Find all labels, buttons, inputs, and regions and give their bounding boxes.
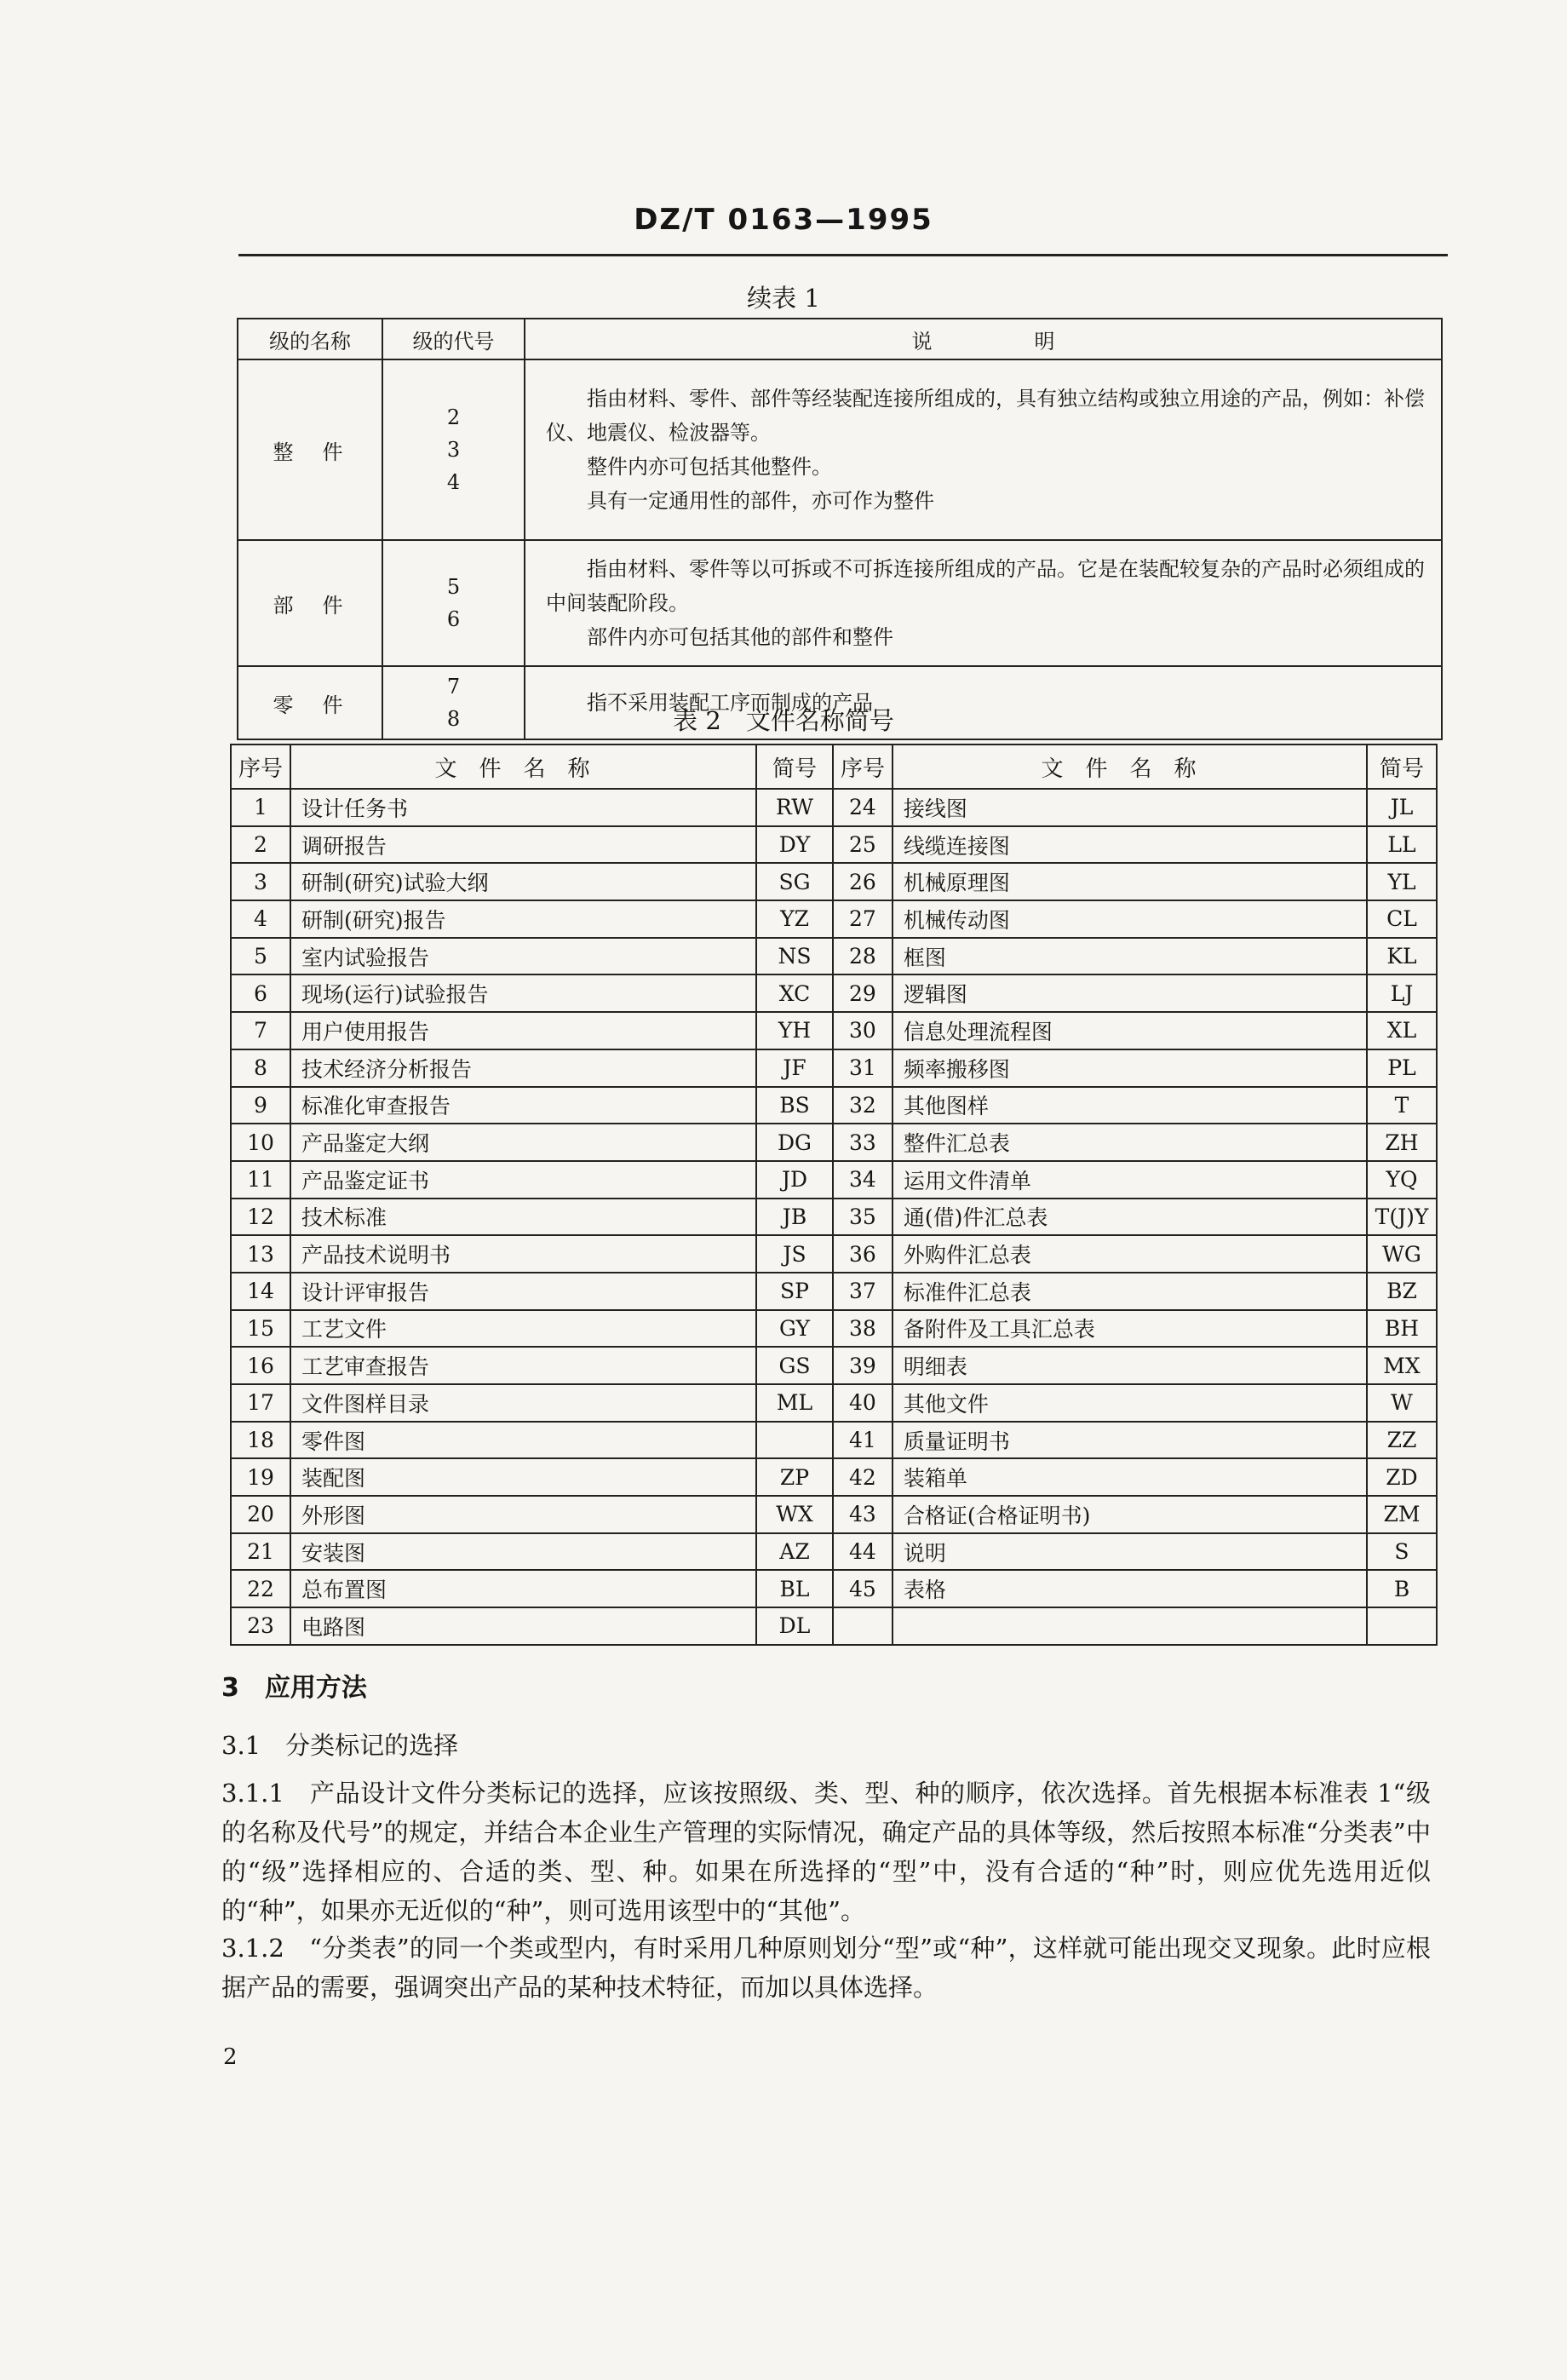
- doc-name: 说明: [893, 1533, 1367, 1571]
- doc-abbreviation: [1367, 1607, 1437, 1645]
- doc-abbreviation: SP: [756, 1273, 833, 1310]
- table-row: [231, 1533, 1437, 1571]
- doc-abbreviation: NS: [756, 938, 833, 975]
- doc-name: 机械传动图: [893, 900, 1367, 938]
- doc-name: 其他图样: [893, 1087, 1367, 1124]
- doc-abbreviation: S: [1367, 1533, 1437, 1571]
- doc-abbreviation: YL: [1367, 863, 1437, 900]
- doc-number: 5: [231, 938, 290, 975]
- table-row: [231, 1384, 1437, 1422]
- doc-number: 34: [833, 1161, 893, 1199]
- table-row: [231, 1087, 1437, 1124]
- doc-number: 13: [231, 1235, 290, 1273]
- table1-col-desc: 说 明: [525, 319, 1442, 359]
- doc-abbreviation: ZZ: [1367, 1422, 1437, 1459]
- table2-body: [231, 789, 1437, 1645]
- doc-abbreviation: JL: [1367, 789, 1437, 826]
- table1-col-code: 级的代号: [382, 319, 525, 359]
- table-document-abbreviations: [230, 744, 1438, 1646]
- doc-number: 23: [231, 1607, 290, 1645]
- doc-abbreviation: JF: [756, 1049, 833, 1087]
- doc-abbreviation: BZ: [1367, 1273, 1437, 1310]
- doc-number: 12: [231, 1199, 290, 1236]
- doc-name: 通(借)件汇总表: [893, 1199, 1367, 1236]
- doc-number: 45: [833, 1570, 893, 1607]
- header-rule: [238, 254, 1448, 256]
- doc-name: 总布置图: [290, 1570, 756, 1607]
- doc-number: 44: [833, 1533, 893, 1571]
- doc-number: 11: [231, 1161, 290, 1199]
- description-line: 部件内亦可包括其他的部件和整件: [587, 625, 893, 649]
- doc-name: 逻辑图: [893, 974, 1367, 1012]
- doc-abbreviation: XC: [756, 974, 833, 1012]
- doc-abbreviation: LL: [1367, 826, 1437, 864]
- level-code: 8: [446, 707, 461, 731]
- table2-col-no: 序号: [833, 744, 893, 789]
- doc-name: 产品技术说明书: [290, 1235, 756, 1273]
- table-row: [231, 1012, 1437, 1049]
- doc-number: [833, 1607, 893, 1645]
- section-title: 3 应用方法: [221, 1673, 367, 1703]
- table-row: [238, 540, 1442, 666]
- doc-abbreviation: BH: [1367, 1310, 1437, 1348]
- doc-name: 工艺文件: [290, 1310, 756, 1348]
- table2-header-row: [231, 744, 1437, 789]
- doc-abbreviation: BL: [756, 1570, 833, 1607]
- doc-abbreviation: MX: [1367, 1347, 1437, 1384]
- level-description: [525, 359, 1442, 540]
- doc-number: 10: [231, 1124, 290, 1161]
- doc-abbreviation: YH: [756, 1012, 833, 1049]
- doc-name: 研制(研究)报告: [290, 900, 756, 938]
- table-row: [231, 938, 1437, 975]
- doc-name: 用户使用报告: [290, 1012, 756, 1049]
- doc-number: 3: [231, 863, 290, 900]
- description-line: 指不采用装配工序而制成的产品: [587, 691, 873, 715]
- level-code: 2: [446, 405, 461, 429]
- doc-name: 设计任务书: [290, 789, 756, 826]
- doc-number: 33: [833, 1124, 893, 1161]
- doc-name: 室内试验报告: [290, 938, 756, 975]
- description-line: 整件内亦可包括其他整件。: [587, 455, 832, 479]
- doc-number: 25: [833, 826, 893, 864]
- doc-name: 电路图: [290, 1607, 756, 1645]
- table2-col-abbr: 简号: [756, 744, 833, 789]
- doc-abbreviation: T(J)Y: [1367, 1199, 1437, 1236]
- level-name: 部件: [238, 540, 382, 666]
- level-code: 6: [446, 607, 461, 631]
- doc-name: 标准件汇总表: [893, 1273, 1367, 1310]
- doc-number: 40: [833, 1384, 893, 1422]
- doc-name: 机械原理图: [893, 863, 1367, 900]
- doc-name: 外购件汇总表: [893, 1235, 1367, 1273]
- doc-name: 产品鉴定证书: [290, 1161, 756, 1199]
- doc-number: 8: [231, 1049, 290, 1087]
- doc-number: 18: [231, 1422, 290, 1459]
- doc-abbreviation: ZP: [756, 1458, 833, 1496]
- description-line: 指由材料、零件等以可拆或不可拆连接所组成的产品。它是在装配较复杂的产品时必须组成的中间装配阶段。: [546, 557, 1425, 615]
- doc-name: 线缆连接图: [893, 826, 1367, 864]
- table-row: [231, 1347, 1437, 1384]
- table-level-names: [237, 318, 1443, 740]
- description-line: 具有一定通用性的部件，亦可作为整件: [587, 489, 934, 513]
- doc-number: 27: [833, 900, 893, 938]
- table-row: [231, 1161, 1437, 1199]
- doc-abbreviation: B: [1367, 1570, 1437, 1607]
- doc-name: 其他文件: [893, 1384, 1367, 1422]
- doc-name: 标准化审查报告: [290, 1087, 756, 1124]
- doc-name: 外形图: [290, 1496, 756, 1533]
- doc-name: 产品鉴定大纲: [290, 1124, 756, 1161]
- doc-number: 1: [231, 789, 290, 826]
- doc-number: 2: [231, 826, 290, 864]
- doc-abbreviation: RW: [756, 789, 833, 826]
- table2-col-name: 文件名称: [893, 744, 1367, 789]
- doc-name: 运用文件清单: [893, 1161, 1367, 1199]
- doc-number: 39: [833, 1347, 893, 1384]
- level-description: [525, 540, 1442, 666]
- doc-name: 设计评审报告: [290, 1273, 756, 1310]
- doc-name: [893, 1607, 1367, 1645]
- table-row: [231, 826, 1437, 864]
- doc-number: 32: [833, 1087, 893, 1124]
- table-row: [231, 1496, 1437, 1533]
- doc-abbreviation: JB: [756, 1199, 833, 1236]
- doc-number: 6: [231, 974, 290, 1012]
- doc-abbreviation: KL: [1367, 938, 1437, 975]
- doc-abbreviation: BS: [756, 1087, 833, 1124]
- doc-name: 技术标准: [290, 1199, 756, 1236]
- page-number: 2: [223, 2044, 238, 2070]
- doc-name: 安装图: [290, 1533, 756, 1571]
- level-codes: [382, 540, 525, 666]
- doc-abbreviation: T: [1367, 1087, 1437, 1124]
- doc-number: 29: [833, 974, 893, 1012]
- doc-abbreviation: GY: [756, 1310, 833, 1348]
- table-row: [231, 1310, 1437, 1348]
- doc-number: 22: [231, 1570, 290, 1607]
- doc-abbreviation: [756, 1422, 833, 1459]
- doc-name: 信息处理流程图: [893, 1012, 1367, 1049]
- table-row: [231, 863, 1437, 900]
- doc-abbreviation: GS: [756, 1347, 833, 1384]
- doc-name: 接线图: [893, 789, 1367, 826]
- doc-number: 28: [833, 938, 893, 975]
- doc-abbreviation: CL: [1367, 900, 1437, 938]
- doc-number: 43: [833, 1496, 893, 1533]
- doc-name: 频率搬移图: [893, 1049, 1367, 1087]
- doc-name: 零件图: [290, 1422, 756, 1459]
- table-row: [231, 789, 1437, 826]
- doc-abbreviation: AZ: [756, 1533, 833, 1571]
- doc-abbreviation: YQ: [1367, 1161, 1437, 1199]
- doc-abbreviation: JS: [756, 1235, 833, 1273]
- doc-abbreviation: ZD: [1367, 1458, 1437, 1496]
- doc-abbreviation: WX: [756, 1496, 833, 1533]
- doc-number: 42: [833, 1458, 893, 1496]
- doc-number: 20: [231, 1496, 290, 1533]
- doc-name: 技术经济分析报告: [290, 1049, 756, 1087]
- level-code: 5: [446, 575, 461, 599]
- doc-number: 24: [833, 789, 893, 826]
- doc-abbreviation: JD: [756, 1161, 833, 1199]
- doc-number: 19: [231, 1458, 290, 1496]
- level-code: 4: [446, 470, 461, 494]
- table-row: [231, 1607, 1437, 1645]
- table1-col-name: 级的名称: [238, 319, 382, 359]
- doc-number: 4: [231, 900, 290, 938]
- doc-abbreviation: WG: [1367, 1235, 1437, 1273]
- doc-number: 15: [231, 1310, 290, 1348]
- doc-abbreviation: DL: [756, 1607, 833, 1645]
- doc-number: 26: [833, 863, 893, 900]
- subsection-title: 3.1 分类标记的选择: [221, 1731, 459, 1760]
- doc-name: 合格证(合格证明书): [893, 1496, 1367, 1533]
- doc-name: 整件汇总表: [893, 1124, 1367, 1161]
- level-code: 7: [446, 675, 461, 698]
- table-row: [231, 1570, 1437, 1607]
- doc-name: 调研报告: [290, 826, 756, 864]
- level-code: 3: [446, 438, 461, 462]
- doc-abbreviation: ZH: [1367, 1124, 1437, 1161]
- doc-number: 21: [231, 1533, 290, 1571]
- doc-name: 现场(运行)试验报告: [290, 974, 756, 1012]
- level-name: 零件: [238, 666, 382, 739]
- doc-abbreviation: W: [1367, 1384, 1437, 1422]
- table2-col-abbr: 简号: [1367, 744, 1437, 789]
- table-row: [231, 1458, 1437, 1496]
- doc-number: 31: [833, 1049, 893, 1087]
- doc-abbreviation: SG: [756, 863, 833, 900]
- table2-col-name: 文件名称: [290, 744, 756, 789]
- table1-caption: 续表 1: [747, 284, 820, 313]
- doc-abbreviation: ML: [756, 1384, 833, 1422]
- paragraph-3-1-2: 3.1.2 “分类表”的同一个类或型内，有时采用几种原则划分“型”或“种”，这样就可能出现交叉现象。此时应根据产品的需要，强调突出产品的某种技术特征，而加以具体选择。: [221, 1934, 1431, 2002]
- doc-abbreviation: LJ: [1367, 974, 1437, 1012]
- doc-name: 明细表: [893, 1347, 1367, 1384]
- doc-name: 装配图: [290, 1458, 756, 1496]
- doc-number: 38: [833, 1310, 893, 1348]
- doc-number: 16: [231, 1347, 290, 1384]
- doc-name: 表格: [893, 1570, 1367, 1607]
- doc-number: 36: [833, 1235, 893, 1273]
- doc-name: 研制(研究)试验大纲: [290, 863, 756, 900]
- level-codes: [382, 359, 525, 540]
- doc-number: 9: [231, 1087, 290, 1124]
- doc-abbreviation: YZ: [756, 900, 833, 938]
- doc-number: 41: [833, 1422, 893, 1459]
- doc-number: 14: [231, 1273, 290, 1310]
- doc-number: 35: [833, 1199, 893, 1236]
- doc-abbreviation: ZM: [1367, 1496, 1437, 1533]
- doc-name: 备附件及工具汇总表: [893, 1310, 1367, 1348]
- table2-col-no: 序号: [231, 744, 290, 789]
- table-row: [231, 1422, 1437, 1459]
- level-name: 整件: [238, 359, 382, 540]
- doc-name: 工艺审查报告: [290, 1347, 756, 1384]
- doc-number: 30: [833, 1012, 893, 1049]
- doc-abbreviation: DG: [756, 1124, 833, 1161]
- table-row: [231, 974, 1437, 1012]
- doc-number: 7: [231, 1012, 290, 1049]
- table-row: [231, 1199, 1437, 1236]
- doc-abbreviation: PL: [1367, 1049, 1437, 1087]
- table1-header-row: [238, 319, 1442, 359]
- table-row: [231, 900, 1437, 938]
- standard-number: DZ/T 0163—1995: [634, 203, 933, 237]
- doc-number: 37: [833, 1273, 893, 1310]
- doc-abbreviation: XL: [1367, 1012, 1437, 1049]
- table2-caption: 表 2 文件名称简号: [673, 706, 894, 735]
- doc-name: 框图: [893, 938, 1367, 975]
- paragraph-3-1-1: 3.1.1 产品设计文件分类标记的选择，应该按照级、类、型、种的顺序，依次选择。首先根据本标准表 1“级的名称及代号”的规定，并结合本企业生产管理的实际情况，确定产品的具体等级，然后按照本标准“分类表”中的“级”选择相应的、合适的类、型、种。如果在所选择的“型”中，没有合适的“种”时，则应优先选用近似的“种”，如果亦无近似的“种”，则可选用该型中的“其他”。: [221, 1779, 1431, 1925]
- table-row: [231, 1273, 1437, 1310]
- doc-name: 装箱单: [893, 1458, 1367, 1496]
- table-row: [238, 359, 1442, 540]
- doc-number: 17: [231, 1384, 290, 1422]
- doc-name: 质量证明书: [893, 1422, 1367, 1459]
- table-row: [231, 1124, 1437, 1161]
- description-line: 指由材料、零件、部件等经装配连接所组成的，具有独立结构或独立用途的产品，例如：补偿仪、地震仪、检波器等。: [546, 387, 1425, 445]
- doc-name: 文件图样目录: [290, 1384, 756, 1422]
- table-row: [231, 1049, 1437, 1087]
- table-row: [231, 1235, 1437, 1273]
- doc-abbreviation: DY: [756, 826, 833, 864]
